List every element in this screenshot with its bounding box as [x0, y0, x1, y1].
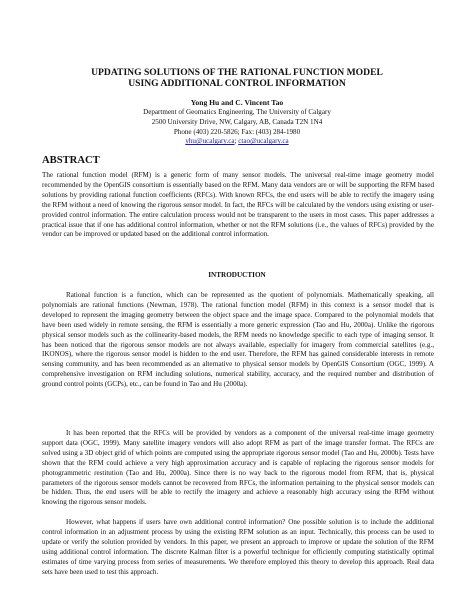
intro-paragraph-2: It has been reported that the RFCs will be provided by vendors as a component of the universal real-time image geometry support data (OGC, 1999). Many satellite imagery vendors will also adopt RFM as part of the image transfer format. The RFCs are solved using a 3D object grid of which points are computed using the appropriate rigorous sensor model (Tao and Hu, 2000b). Tests have shown that the RFM could achieve a very high approximation accuracy and is capable of replacing the rigorous sensor models for photogrammetric restitution (Tao and Hu, 2000a). Since there is no way back to the rigorous model from RFM, that is, physical parameters of the rigorous sensor models cannot be recovered from RFCs, the information pertaining to the physical sensor models can be hidden. Thus, the end users will be able to rectify the imagery and achieve a reasonably high accuracy using the RFM without knowing the rigorous sensor models.: [42, 429, 434, 507]
email-line: [0, 137, 474, 147]
affiliation-line-1: Department of Geomatics Engineering, The University of Calgary: [143, 108, 331, 116]
paper-title: [0, 67, 474, 89]
email-separator: ;: [234, 137, 239, 146]
title-line-2: USING ADDITIONAL CONTROL INFORMATION: [128, 78, 346, 89]
contact-phone: Phone (403) 220-5826; Fax: (403) 284-1980: [173, 127, 301, 136]
abstract-text: The rational function model (RFM) is a generic form of many sensor models. The universal real-time image geometry model recommended by the OpenGIS consortium is essentially based on the RFM. Many data vendors are or will be supporting the RFM based solutions by providing rational function coefficients (RFCs). With known RFCs, the end users will be able to rectify the imagery using the RFM without a need of knowing the rigorous sensor model. In fact, the RFCs will be calculated by the vendors using existing or user-provided control information. The entire calculation process would not be transparent to the users in most cases. This paper addresses a practical issue that if one has additional control information, whether or not the RFM solutions (i.e., the values of RFCs) provided by the vendor can be improved or updated based on the additional control information.: [42, 171, 434, 239]
title-line-1: UPDATING SOLUTIONS OF THE RATIONAL FUNCTION MODEL: [91, 67, 383, 78]
email-link-2[interactable]: ctao@ucalgary.ca: [238, 137, 289, 146]
intro-paragraph-1: Rational function is a function, which can be represented as the quotient of polynomials. Mathematically speaking, all polynomials are rational functions (Newman, 1978). The rational function model (RFM) in this context is a sensor model that is developed to represent the imaging geometry between the object space and the image space. Compared to the polynomial models that have been used widely in remote sensing, the RFM is essentially a more generic expression (Tao and Hu, 2000a). Unlike the rigorous physical sensor models such as the collinearity-based models, the RFM needs no knowledge specific to each type of imaging sensor. It has been noticed that the rigorous sensor models are not always available, especially for imagery from commercial satellites (e.g., IKONOS), where the rigorous sensor model is hidden to the end user. Therefore, the RFM has gained considerable interests in remote sensing community, and has been recommended as an alternative to physical sensor models by OpenGIS Consortium (OGC, 1999). A comprehensive investigation on RFM including solutions, numerical stability, accuracy, and the required number and distribution of ground control points (GCPs), etc., can be found in Tao and Hu (2000a).: [42, 291, 434, 389]
author-names: Yong Hu and C. Vincent Tao: [190, 98, 284, 107]
email-link-1[interactable]: yhu@ucalgary.ca: [185, 137, 235, 146]
affiliation-line-2: 2500 University Drive, NW, Calgary, AB, Canada T2N 1N4: [151, 117, 323, 126]
author-affiliation: [0, 108, 474, 147]
introduction-heading: INTRODUCTION: [208, 271, 266, 279]
abstract-heading: ABSTRACT: [42, 155, 100, 166]
intro-paragraph-3: However, what happens if users have own additional control information? One possible solution is to include the additional control information in an adjustment process by using the existing RFM solution as an input. Technically, this process can be used to update or verify the solution provided by vendors. In this paper, we present an approach to improve or update the solution of the RFM using additional control information. The discrete Kalman filter is a powerful technique for efficiently computing statistically optimal estimates of time varying process from series of measurements. We therefore employed this theory to develop this approach. Real data sets have been used to test this approach.: [42, 518, 434, 576]
